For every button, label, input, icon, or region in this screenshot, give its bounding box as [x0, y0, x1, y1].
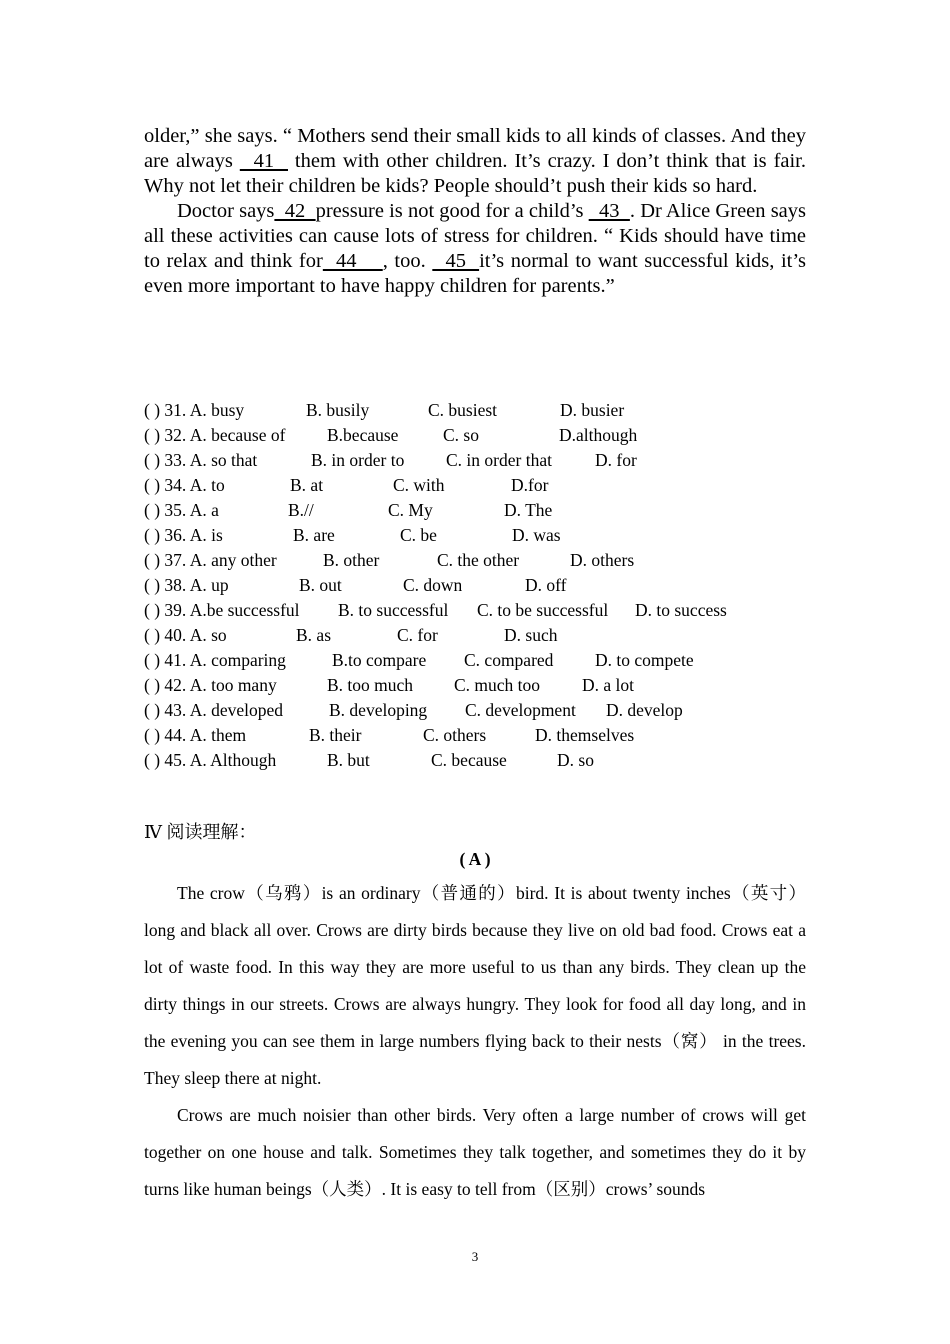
question-number-option-a: ( ) 35. A. a: [144, 500, 219, 520]
question-number-option-a: ( ) 40. A. so: [144, 625, 227, 645]
blank-41: 41: [239, 150, 288, 172]
option-c: C. down: [403, 575, 463, 595]
page-number: 3: [471, 1249, 479, 1264]
option-c: C. the other: [437, 550, 520, 570]
option-c: C. My: [388, 500, 433, 520]
option-d: D. develop: [606, 700, 683, 720]
cloze-paragraph-2: [144, 199, 806, 299]
blank-45: 45: [432, 250, 480, 272]
question-row: [144, 473, 824, 498]
paragraph-text: older,” she says. “ Mothers send their small kids to all kinds of classes. And they are always: [144, 125, 806, 172]
question-number-option-a: ( ) 43. A. developed: [144, 700, 283, 720]
question-number-option-a: ( ) 37. A. any other: [144, 550, 277, 570]
question-number-option-a: ( ) 42. A. too many: [144, 675, 277, 695]
option-d: D. a lot: [582, 675, 635, 695]
option-d: D. such: [504, 625, 558, 645]
question-row: [144, 448, 824, 473]
question-number-option-a: ( ) 32. A. because of: [144, 425, 286, 445]
option-d: D. to success: [635, 600, 727, 620]
cloze-paragraph-1: [144, 124, 806, 199]
blank-44: 44: [322, 250, 383, 272]
option-b: B. developing: [329, 700, 428, 720]
question-row: [144, 698, 824, 723]
reading-paragraph-2: Crows are much noisier than other birds. Very often a large number of crows will get together on one house and talk. Sometimes they talk together, and sometimes they do it by turns like human beings（人类）. It is easy to tell from（区别）crows’ sounds: [144, 1105, 806, 1199]
option-d: D. to compete: [595, 650, 694, 670]
option-b: B. their: [309, 725, 362, 745]
question-number-option-a: ( ) 45. A. Although: [144, 750, 277, 770]
option-c: C. much too: [454, 675, 541, 695]
question-row: [144, 398, 824, 423]
option-b: B.//: [288, 500, 314, 520]
reading-passage-a: [144, 875, 806, 1208]
option-c: C. with: [393, 475, 445, 495]
option-c: C. so: [443, 425, 479, 445]
option-d: D.although: [559, 425, 638, 445]
section-title: Ⅳ 阅读理解：: [144, 822, 257, 842]
option-b: B.because: [327, 425, 399, 445]
question-number-option-a: ( ) 44. A. them: [144, 725, 247, 745]
paragraph-text: them with other children. It’s crazy. I don’t think that is fair. Why not let their children be kids? People should’t push their kids so hard.: [144, 150, 807, 197]
option-c: C. others: [423, 725, 487, 745]
question-number-option-a: ( ) 36. A. is: [144, 525, 223, 545]
option-b: B. other: [323, 550, 380, 570]
question-number-option-a: ( ) 34. A. to: [144, 475, 225, 495]
option-d: D.for: [511, 475, 549, 495]
question-row: [144, 523, 824, 548]
option-b: B. are: [293, 525, 335, 545]
option-c: C. because: [431, 750, 507, 770]
option-b: B. but: [327, 750, 370, 770]
passage-label: ( A ): [459, 849, 491, 869]
question-row: [144, 423, 824, 448]
blank-43: 43: [588, 200, 630, 222]
option-d: D. others: [570, 550, 635, 570]
question-row: [144, 498, 824, 523]
option-b: B. as: [296, 625, 331, 645]
option-d: D. was: [512, 525, 561, 545]
option-c: C. for: [397, 625, 438, 645]
question-row: [144, 598, 824, 623]
reading-paragraph-1: The crow（乌鸦）is an ordinary（普通的）bird. It is about twenty inches（英寸）long and black all over. Crows are dirty birds because they live on old bad food. Crows eat a lot of waste food. In this way they are more useful to us than any birds. They clean up the dirty things in our streets. Crows are always hungry. They look for food all day long, and in the evening you can see them in large numbers flying back to their nests（窝） in the trees. They sleep there at night.: [144, 883, 806, 1088]
cloze-passage: [144, 124, 806, 299]
question-row: [144, 648, 824, 673]
question-row: [144, 673, 824, 698]
option-b: B. to successful: [338, 600, 449, 620]
option-c: C. to be successful: [477, 600, 609, 620]
question-row: [144, 573, 824, 598]
question-number-option-a: ( ) 33. A. so that: [144, 450, 258, 470]
option-d: D. for: [595, 450, 637, 470]
paragraph-text: . Dr Alice Green says all these activities can cause lots of stress for children. “ Kids should have time to relax and think for: [144, 200, 806, 272]
paragraph-text: it’s normal to want successful kids, it’s even more important to have happy children for parents.”: [144, 250, 807, 297]
option-d: D. The: [504, 500, 553, 520]
option-d: D. off: [525, 575, 567, 595]
option-c: C. busiest: [428, 400, 498, 420]
option-d: D. so: [557, 750, 594, 770]
option-c: C. be: [400, 525, 437, 545]
question-row: [144, 548, 824, 573]
question-list: [144, 398, 824, 773]
paragraph-text: , too.: [382, 250, 433, 272]
question-number-option-a: ( ) 41. A. comparing: [144, 650, 286, 670]
option-b: B. out: [299, 575, 342, 595]
option-c: C. in order that: [446, 450, 552, 470]
question-row: [144, 723, 824, 748]
option-b: B.to compare: [332, 650, 427, 670]
question-number-option-a: ( ) 38. A. up: [144, 575, 229, 595]
option-b: B. at: [290, 475, 324, 495]
option-d: D. busier: [560, 400, 625, 420]
option-d: D. themselves: [535, 725, 635, 745]
question-number-option-a: ( ) 31. A. busy: [144, 400, 245, 420]
paragraph-text: pressure is not good for a child’s: [315, 200, 589, 222]
option-b: B. busily: [306, 400, 370, 420]
paragraph-text: Doctor says: [177, 200, 275, 222]
option-b: B. in order to: [311, 450, 405, 470]
option-c: C. development: [465, 700, 576, 720]
question-number-option-a: ( ) 39. A.be successful: [144, 600, 300, 620]
option-b: B. too much: [327, 675, 414, 695]
question-row: [144, 748, 824, 773]
question-row: [144, 623, 824, 648]
blank-42: 42: [274, 200, 316, 222]
option-c: C. compared: [464, 650, 554, 670]
